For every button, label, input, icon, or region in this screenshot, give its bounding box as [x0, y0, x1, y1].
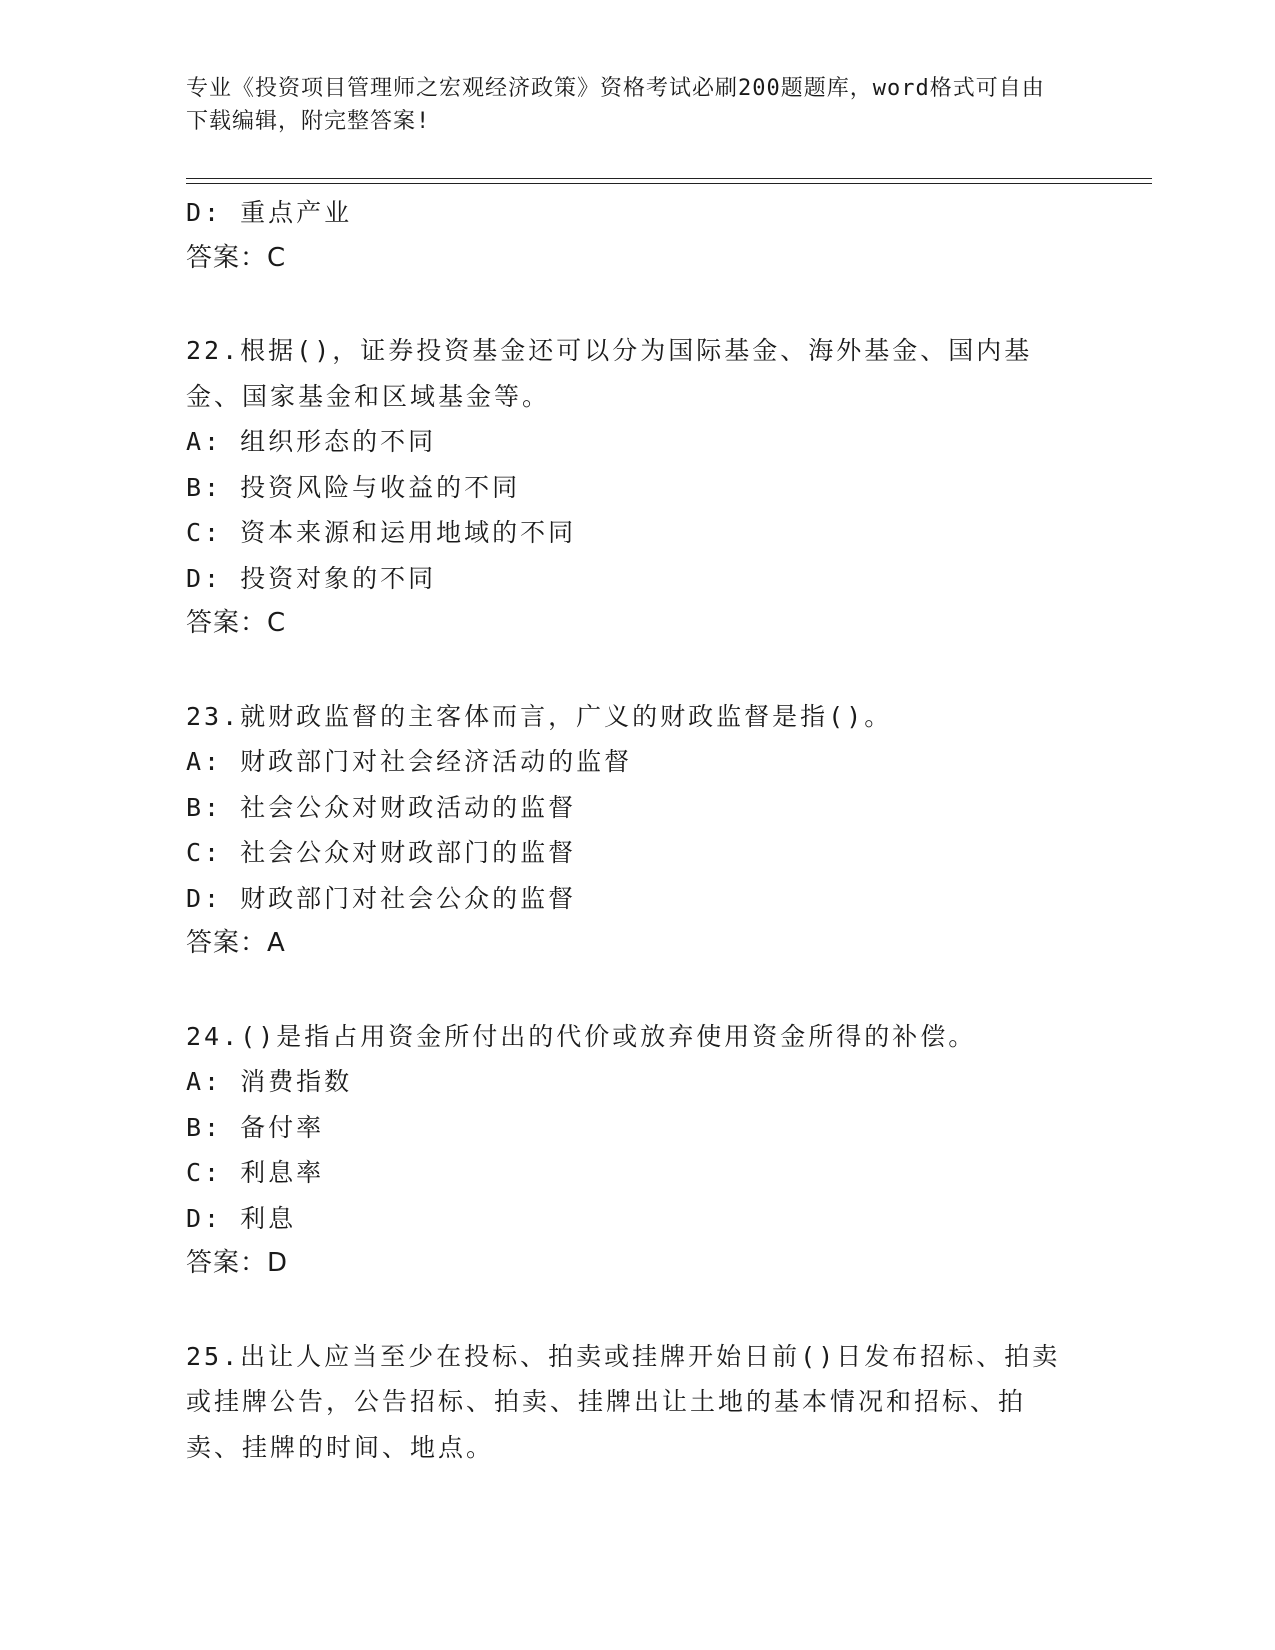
- option-c: C: 利息率: [186, 1158, 325, 1187]
- question-text: 25.出让人应当至少在投标、拍卖或挂牌开始日前()日发布招标、拍卖或挂牌公告，公告招标、拍卖、挂牌出让土地的基本情况和招标、拍卖、挂牌的时间、地点。: [186, 1341, 1061, 1462]
- question-block-21-tail: [186, 190, 1086, 281]
- option-b: B: 投资风险与收益的不同: [186, 472, 521, 502]
- question-block-24: [186, 1014, 1086, 1287]
- question-list: [186, 190, 1086, 1470]
- answer-line: 答案：C: [186, 242, 287, 273]
- option-d: D: 重点产业: [186, 198, 353, 227]
- document-header: [186, 72, 1066, 138]
- question-text: 24.()是指占用资金所付出的代价或放弃使用资金所得的补偿。: [186, 1021, 977, 1051]
- question-block-23: [186, 694, 1086, 967]
- question-text: 22.根据()，证券投资基金还可以分为国际基金、海外基金、国内基金、国家基金和区域基金等。: [186, 336, 1033, 411]
- question-text: 23.就财政监督的主客体而言，广义的财政监督是指()。: [186, 701, 893, 731]
- option-d: D: 利息: [186, 1203, 297, 1233]
- header-divider-top: [186, 178, 1152, 179]
- option-a: A: 财政部门对社会经济活动的监督: [186, 747, 633, 776]
- option-c: C: 社会公众对财政部门的监督: [186, 838, 577, 867]
- option-b: B: 备付率: [186, 1112, 325, 1142]
- answer-line: 答案：C: [186, 608, 287, 638]
- option-c: C: 资本来源和运用地域的不同: [186, 518, 577, 547]
- option-d: D: 投资对象的不同: [186, 563, 437, 593]
- option-b: B: 社会公众对财政活动的监督: [186, 792, 577, 822]
- question-block-22: [186, 328, 1086, 647]
- question-block-25: [186, 1334, 1086, 1471]
- option-a: A: 消费指数: [186, 1067, 353, 1096]
- answer-line: 答案：D: [186, 1248, 289, 1278]
- answer-line: 答案：A: [186, 928, 286, 958]
- header-divider-bottom: [186, 183, 1152, 184]
- option-a: A: 组织形态的不同: [186, 427, 437, 456]
- option-d: D: 财政部门对社会公众的监督: [186, 883, 577, 913]
- header-title: 专业《投资项目管理师之宏观经济政策》资格考试必刷200题题库，word格式可自由下载编辑，附完整答案!: [186, 76, 1045, 134]
